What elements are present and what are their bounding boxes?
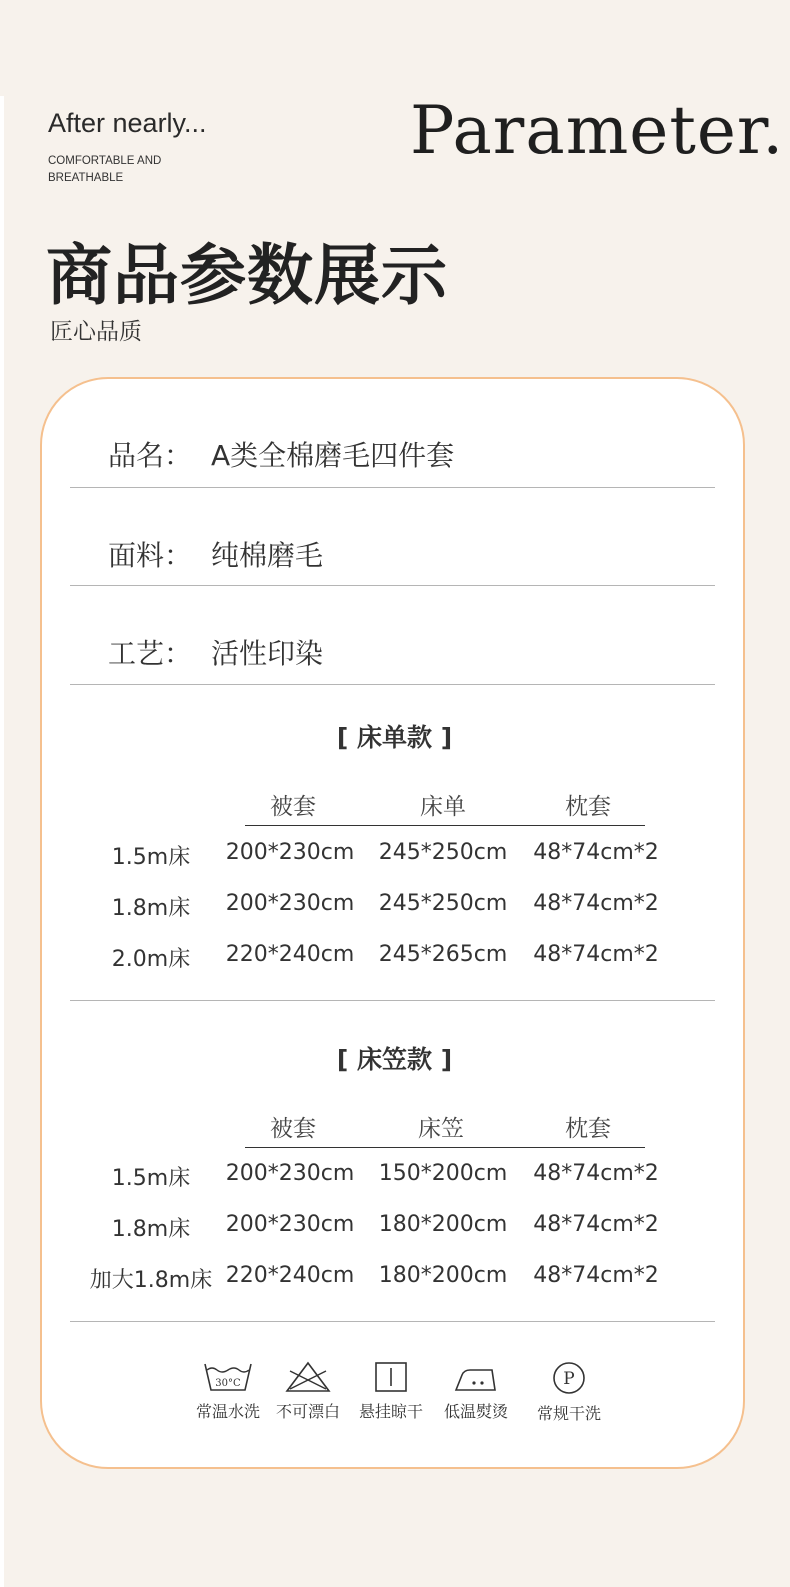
wash-30-icon bbox=[202, 1361, 254, 1393]
dry-clean-icon bbox=[551, 1361, 587, 1395]
spec-row-fabric bbox=[108, 534, 323, 574]
table-cell: 180*200cm bbox=[378, 1212, 508, 1237]
table-cell: 48*74cm*2 bbox=[533, 891, 659, 916]
care-item-no-bleach bbox=[263, 1361, 353, 1422]
care-item-hang-dry bbox=[346, 1361, 436, 1422]
low-iron-icon bbox=[452, 1361, 500, 1393]
row-size: 1.8m床 bbox=[111, 896, 191, 921]
column-header: 枕套 bbox=[565, 1116, 611, 1142]
table-cell: 245*250cm bbox=[378, 840, 508, 865]
care-item-dry-clean bbox=[524, 1361, 614, 1424]
table-cell: 48*74cm*2 bbox=[533, 1161, 659, 1186]
table-cell: 200*230cm bbox=[225, 1212, 355, 1237]
care-label: 不可漂白 bbox=[275, 1402, 340, 1421]
wash-temperature: 30°C bbox=[215, 1378, 241, 1389]
no-bleach-icon bbox=[284, 1361, 332, 1393]
spec-row-name bbox=[108, 434, 454, 474]
table-cell: 220*240cm bbox=[225, 1263, 355, 1288]
tagline: After nearly... bbox=[48, 108, 207, 138]
hang-dry-icon bbox=[373, 1361, 409, 1393]
divider bbox=[70, 1321, 715, 1322]
row-size: 加大1.8m床 bbox=[89, 1268, 213, 1293]
column-header: 被套 bbox=[270, 794, 316, 820]
table-cell: 48*74cm*2 bbox=[533, 942, 659, 967]
divider bbox=[70, 487, 715, 488]
table-cell: 48*74cm*2 bbox=[533, 1263, 659, 1288]
spec-label: 面料： bbox=[108, 539, 193, 572]
row-size: 1.5m床 bbox=[111, 1166, 191, 1191]
divider bbox=[70, 1000, 715, 1001]
column-header: 被套 bbox=[270, 1116, 316, 1142]
table-header-line bbox=[245, 1147, 645, 1148]
flat-sheet-title: [ 床单款 ] bbox=[336, 723, 453, 752]
divider bbox=[70, 585, 715, 586]
spec-value: A类全棉磨毛四件套 bbox=[211, 439, 455, 472]
top-band bbox=[0, 0, 790, 96]
table-cell: 48*74cm*2 bbox=[533, 1212, 659, 1237]
care-item-wash bbox=[183, 1361, 273, 1422]
table-header-line bbox=[245, 825, 645, 826]
subtext bbox=[48, 153, 208, 187]
table-cell: 245*265cm bbox=[378, 942, 508, 967]
table-cell: 200*230cm bbox=[225, 1161, 355, 1186]
table-cell: 48*74cm*2 bbox=[533, 840, 659, 865]
parameter-card bbox=[40, 377, 745, 1469]
page-title: 商品参数展示 bbox=[46, 237, 448, 314]
care-label: 常规干洗 bbox=[536, 1404, 601, 1423]
column-header: 床单 bbox=[420, 794, 466, 820]
table-cell: 220*240cm bbox=[225, 942, 355, 967]
care-label: 常温水洗 bbox=[195, 1402, 260, 1421]
care-label: 低温熨烫 bbox=[443, 1402, 508, 1421]
table-cell: 180*200cm bbox=[378, 1263, 508, 1288]
left-edge bbox=[0, 96, 4, 1587]
subtext-line2: BREATHABLE bbox=[48, 172, 124, 184]
spec-label: 品名： bbox=[108, 439, 193, 472]
fitted-sheet-title: [ 床笠款 ] bbox=[336, 1045, 453, 1074]
table-cell: 245*250cm bbox=[378, 891, 508, 916]
subtext-line1: COMFORTABLE AND bbox=[48, 155, 162, 167]
spec-value: 纯棉磨毛 bbox=[211, 539, 324, 572]
column-header: 床笠 bbox=[418, 1116, 464, 1142]
row-size: 1.8m床 bbox=[111, 1217, 191, 1242]
dry-clean-letter: P bbox=[563, 1369, 575, 1389]
row-size: 2.0m床 bbox=[111, 947, 191, 972]
column-header: 枕套 bbox=[565, 794, 611, 820]
page-subtitle: 匠心品质 bbox=[50, 319, 142, 345]
spec-value: 活性印染 bbox=[211, 637, 324, 670]
spec-row-process bbox=[108, 632, 323, 672]
care-item-low-iron bbox=[431, 1361, 521, 1422]
row-size: 1.5m床 bbox=[111, 845, 191, 870]
table-cell: 200*230cm bbox=[225, 891, 355, 916]
divider bbox=[70, 684, 715, 685]
heading-en: Parameter. bbox=[410, 92, 785, 169]
spec-label: 工艺： bbox=[108, 637, 193, 670]
care-label: 悬挂晾干 bbox=[358, 1402, 423, 1421]
table-cell: 150*200cm bbox=[378, 1161, 508, 1186]
table-cell: 200*230cm bbox=[225, 840, 355, 865]
